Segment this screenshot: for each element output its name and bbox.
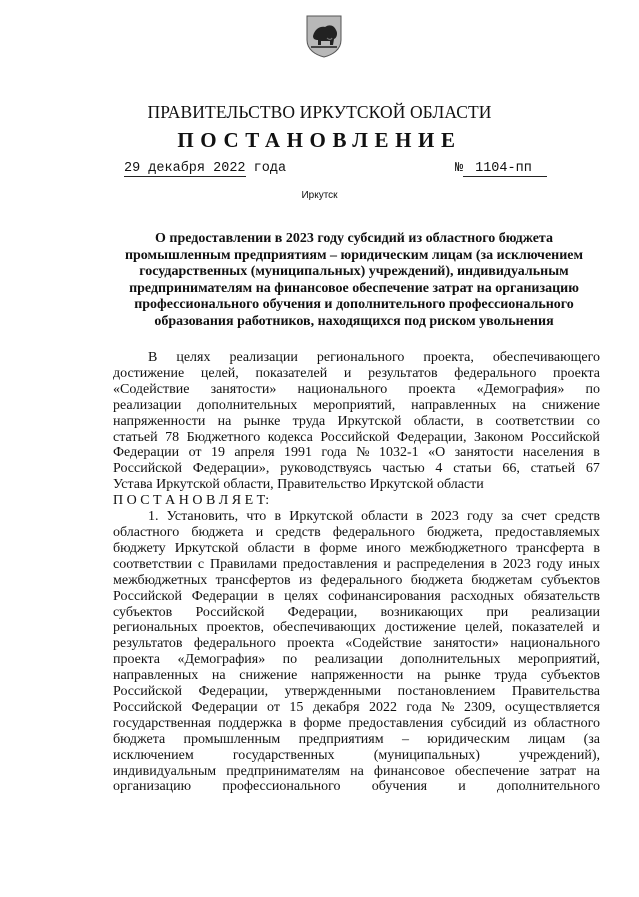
word: Российской	[113, 461, 182, 477]
word: и	[592, 620, 600, 636]
word: субъектов	[540, 572, 600, 588]
document-number	[455, 161, 547, 177]
word: «Содействие	[345, 636, 422, 652]
word: дополнительных	[400, 652, 501, 668]
word: области	[361, 509, 408, 525]
word: в	[490, 556, 497, 572]
word: Правилами	[209, 556, 277, 572]
word: по	[585, 381, 600, 397]
word: бюджетам	[471, 572, 533, 588]
word: возникающих	[380, 604, 464, 620]
word: на	[211, 668, 226, 684]
word: осуществляется	[504, 699, 600, 715]
word: Иркутской	[337, 413, 402, 429]
word: федерального	[193, 636, 276, 652]
word: межбюджетных	[113, 572, 208, 588]
body-line	[113, 636, 600, 652]
word: финансовое	[373, 763, 445, 779]
word: Федерации	[113, 445, 180, 461]
word: национального	[297, 381, 388, 397]
word: кодекса	[267, 429, 313, 445]
word: бюджета	[191, 524, 244, 540]
word: статьей	[113, 429, 158, 445]
word: рынке	[444, 668, 481, 684]
body-line	[113, 732, 600, 748]
word: из	[513, 715, 527, 731]
word: индивидуальным	[113, 763, 217, 779]
word: Федерации,	[198, 684, 269, 700]
word: счет	[521, 509, 547, 525]
body-line	[113, 620, 600, 636]
word: обеспечивающих	[272, 620, 376, 636]
word: Установить,	[166, 509, 239, 525]
word: расходных	[450, 588, 514, 604]
word: Законом	[474, 429, 524, 445]
title-line: профессионального обучения и дополнительного профессионального	[134, 297, 574, 312]
word: бюджету	[113, 540, 166, 556]
word: проекта	[287, 636, 335, 652]
body-line	[113, 509, 600, 525]
word: (муниципальных)	[373, 747, 480, 763]
word: субъектов	[113, 604, 173, 620]
word: обеспечивающего	[492, 350, 600, 365]
word: Федерации	[191, 588, 258, 604]
body-line: Устава Иркутской области, Правительство Иркутской области	[113, 477, 484, 493]
organization-name: ПРАВИТЕЛЬСТВО ИРКУТСКОЙ ОБЛАСТИ	[147, 102, 492, 122]
word: –	[401, 731, 409, 747]
word: рынке	[243, 413, 281, 429]
word: декабря	[312, 699, 360, 715]
body-line	[113, 525, 600, 541]
word: от	[188, 445, 202, 461]
word: проекта	[553, 365, 600, 381]
word: национального	[510, 636, 600, 652]
word: руководствуясь	[280, 461, 372, 477]
word: предоставления	[348, 715, 444, 731]
word: федерального	[454, 365, 537, 381]
body-line: П О С Т А Н О В Л Я Е Т:	[113, 493, 270, 509]
word: иного	[366, 540, 401, 556]
word: обязательств	[523, 588, 600, 604]
document-title	[64, 231, 639, 330]
word: предприятиям	[298, 731, 384, 747]
word: Федерации	[191, 699, 258, 715]
word: бюджета,	[427, 524, 483, 540]
word: результатов	[368, 365, 438, 381]
word: за	[501, 509, 514, 525]
word: обучения	[371, 779, 428, 795]
word: со	[586, 413, 600, 429]
word: промышленным	[183, 731, 281, 747]
word: году	[467, 509, 494, 525]
word: Российской	[320, 429, 390, 445]
word: что	[246, 509, 267, 525]
word: «Демография»	[476, 381, 565, 397]
word: форме	[319, 540, 358, 556]
word: целей,	[464, 620, 503, 636]
word: на	[350, 763, 364, 779]
word: снижение	[239, 668, 298, 684]
word: в	[303, 540, 311, 556]
word: статьи	[453, 461, 492, 477]
word: апреля	[234, 445, 275, 461]
word: направленных	[411, 397, 497, 413]
document-type: ПОСТАНОВЛЕНИЕ	[177, 128, 462, 152]
word: бюджета	[113, 731, 166, 747]
date-value: 29 декабря 2022	[124, 161, 246, 176]
word: юридическим	[427, 731, 510, 747]
word: №	[441, 699, 455, 715]
body-line	[113, 398, 600, 414]
word: 67	[585, 461, 600, 477]
body-line	[113, 700, 600, 716]
number-sign: №	[455, 161, 464, 176]
word: на	[217, 413, 232, 429]
word: предоставляемых	[494, 524, 600, 540]
body-line	[113, 445, 600, 461]
word: государственная	[113, 715, 211, 731]
word: реализации	[113, 397, 182, 413]
word: Российской	[113, 699, 182, 715]
word: мероприятий,	[517, 652, 600, 668]
title-line: предпринимателям на финансовое обеспечение затрат на организацию	[129, 280, 579, 296]
word: на	[512, 397, 527, 413]
word: утвержденными	[284, 684, 382, 700]
word: при	[486, 604, 509, 620]
word: областного	[533, 715, 600, 731]
word: 2023	[430, 509, 459, 525]
body-line	[113, 716, 600, 732]
word: показателей	[511, 620, 584, 636]
word: средств	[554, 509, 600, 525]
word: проекта	[113, 652, 160, 668]
word: в	[274, 509, 282, 525]
word: реализации	[531, 604, 600, 620]
word: 1.	[148, 509, 159, 525]
word: году	[536, 556, 563, 572]
word: региональных	[113, 620, 198, 636]
word: межбюджетного	[409, 540, 508, 556]
word: государственных	[232, 747, 335, 763]
coat-of-arms-icon	[305, 14, 343, 58]
word: 2022	[368, 699, 397, 715]
word: целях	[284, 588, 319, 604]
word: результатов	[113, 636, 183, 652]
word: и	[343, 365, 352, 381]
word: 1991	[283, 445, 312, 461]
title-line: О предоставлении в 2023 году субсидий из областного бюджета	[155, 231, 553, 246]
date-suffix: года	[253, 161, 287, 176]
word: федерального	[320, 572, 403, 588]
body-line	[113, 779, 600, 795]
word: 66,	[502, 461, 520, 477]
word: №	[356, 445, 370, 461]
word: реализации	[314, 652, 383, 668]
document-body	[113, 350, 600, 795]
word: соответствии	[113, 556, 193, 572]
body-line	[113, 414, 600, 430]
word: поддержка	[218, 715, 283, 731]
word: от	[267, 699, 280, 715]
word: областного	[113, 524, 180, 540]
word: «Содействие	[113, 381, 190, 397]
word: целях	[176, 350, 211, 365]
word: с	[197, 556, 205, 572]
word: снижение	[541, 397, 600, 413]
body-line	[113, 684, 600, 700]
word: года	[406, 699, 432, 715]
word: организацию	[113, 779, 192, 795]
word: в	[593, 445, 600, 461]
word: и	[255, 524, 264, 540]
word: реализации	[229, 350, 298, 365]
word: лицам	[528, 731, 566, 747]
word: соответствии	[495, 413, 575, 429]
title-line: промышленным предприятиям – юридическим лицам (за исключением	[124, 247, 584, 263]
document-date	[124, 161, 286, 176]
body-line	[113, 652, 600, 668]
word: достижение	[113, 365, 185, 381]
number-value: 1104-пп	[463, 161, 547, 177]
title-line: государственных (муниципальных) учреждений), индивидуальным	[139, 264, 569, 279]
word: мероприятий,	[313, 397, 396, 413]
word: дополнительного	[497, 779, 600, 795]
word: предоставления	[282, 556, 378, 572]
body-line	[113, 366, 600, 382]
word: показателей	[255, 365, 328, 381]
word: занятости»	[433, 636, 499, 652]
word: софинансирования	[328, 588, 441, 604]
word: проектов,	[206, 620, 265, 636]
city: Иркутск	[301, 190, 338, 201]
word: направленных	[113, 668, 199, 684]
word: в	[476, 413, 483, 429]
word: труда	[292, 413, 326, 429]
word: статьей	[530, 461, 576, 477]
word: в	[593, 540, 600, 556]
word: 4	[435, 461, 443, 477]
word: Российской	[530, 429, 600, 445]
body-line	[113, 350, 600, 366]
body-line	[113, 748, 600, 764]
word: учреждений),	[519, 747, 600, 763]
word: 2023	[502, 556, 531, 572]
word: трансферта	[516, 540, 585, 556]
word: Российской	[113, 588, 182, 604]
word: области	[247, 540, 295, 556]
word: В	[148, 350, 158, 365]
word: затрат	[539, 763, 577, 779]
word: трансфертов	[215, 572, 291, 588]
word: исключением	[113, 747, 194, 763]
word: и	[383, 556, 391, 572]
word: проекта,	[423, 350, 474, 365]
word: обеспечение	[454, 763, 530, 779]
word: населения	[522, 445, 584, 461]
word: напряженности	[311, 668, 404, 684]
word: Федерации,	[287, 604, 358, 620]
word: занятости»	[210, 381, 277, 397]
word: целей,	[200, 365, 239, 381]
word: проекта	[408, 381, 456, 397]
word: и	[458, 779, 466, 795]
word: федерального	[332, 524, 415, 540]
word: Федерации,	[396, 429, 467, 445]
word: достижение	[384, 620, 457, 636]
word: регионального	[316, 350, 405, 365]
word: труда	[494, 668, 528, 684]
word: предпринимателям	[226, 763, 341, 779]
word: форме	[303, 715, 342, 731]
word: Бюджетного	[186, 429, 261, 445]
title-line: образования работников, находящихся под риском увольнения	[154, 313, 554, 329]
word: из	[299, 572, 313, 588]
word: области,	[413, 413, 465, 429]
word: 78	[165, 429, 180, 445]
body-line	[113, 605, 600, 621]
body-line	[113, 557, 600, 573]
body-line	[113, 382, 600, 398]
word: средств	[275, 524, 321, 540]
body-line	[113, 668, 600, 684]
word: постановлением	[397, 684, 496, 700]
word: 1032-1	[378, 445, 419, 461]
word: 2309,	[463, 699, 496, 715]
word: 19	[210, 445, 225, 461]
body-line	[113, 461, 600, 477]
body-line	[113, 589, 600, 605]
word: Российской	[113, 684, 182, 700]
word: распределения	[396, 556, 485, 572]
word: «О	[428, 445, 446, 461]
word: (за	[583, 731, 600, 747]
word: иных	[568, 556, 600, 572]
word: занятости	[454, 445, 514, 461]
word: Иркутской	[174, 540, 239, 556]
word: Иркутской	[289, 509, 354, 525]
word: в	[267, 588, 275, 604]
body-line	[113, 541, 600, 557]
word: «Демография»	[177, 652, 266, 668]
word: Федерации»,	[192, 461, 270, 477]
word: на	[586, 763, 600, 779]
word: в	[289, 715, 297, 731]
word: в	[416, 509, 423, 525]
word: частью	[382, 461, 425, 477]
word: Правительства	[511, 684, 600, 700]
word: на	[416, 668, 431, 684]
word: напряженности	[113, 413, 206, 429]
body-line	[113, 764, 600, 780]
word: 15	[289, 699, 304, 715]
word: субсидий	[450, 715, 507, 731]
word: года	[321, 445, 347, 461]
word: профессионального	[222, 779, 341, 795]
word: бюджета	[410, 572, 463, 588]
body-line	[113, 430, 600, 446]
word: по	[282, 652, 298, 668]
word: Российской	[195, 604, 265, 620]
body-line	[113, 573, 600, 589]
word: субъектов	[540, 668, 600, 684]
word: дополнительных	[197, 397, 298, 413]
